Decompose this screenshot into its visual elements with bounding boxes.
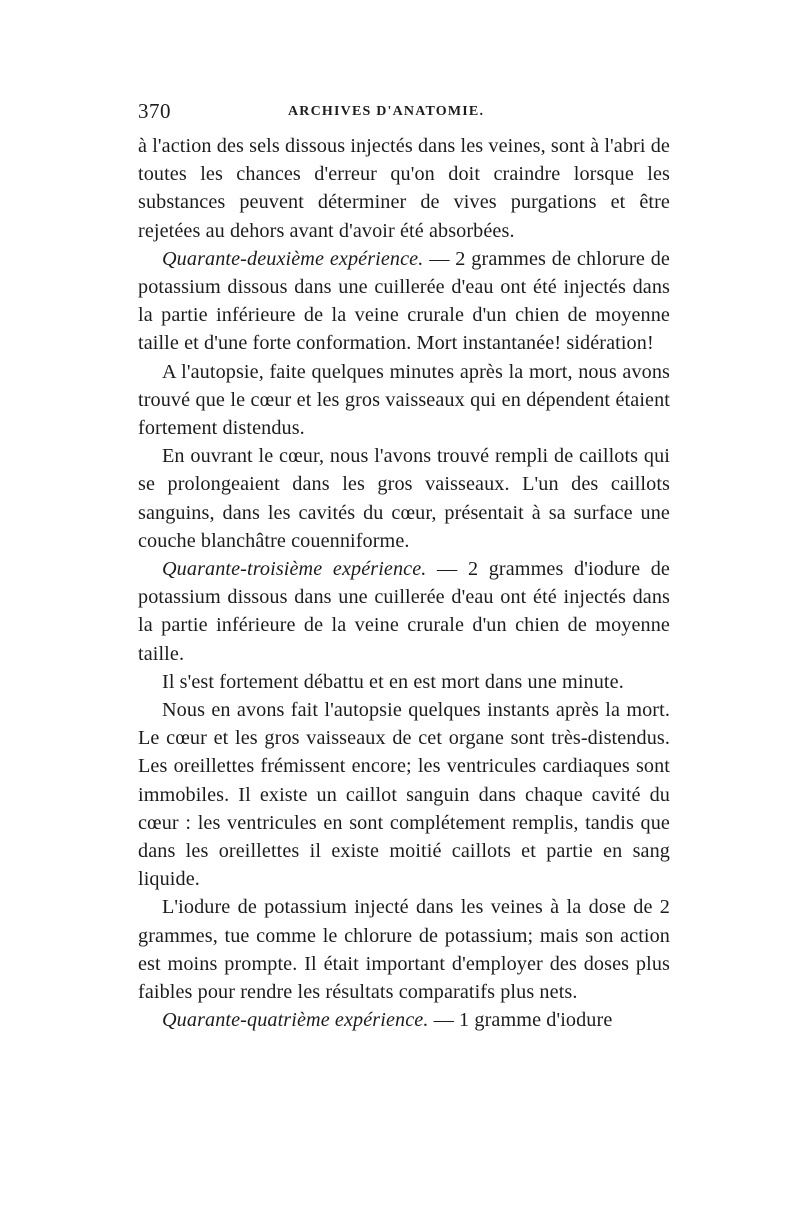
paragraph-text: Il s'est fortement débattu et en est mort dans une minute. bbox=[162, 670, 624, 693]
paragraph-text: à l'action des sels dissous injectés dans les veines, sont à l'abri de toutes les chances d'erreur qu'on doit craindre lorsque les substances peuvent déterminer de vives purgations et être rejetées au dehors avant d'avoir été absorbées. bbox=[138, 135, 670, 242]
paragraph bbox=[138, 132, 670, 245]
paragraph bbox=[138, 555, 670, 668]
book-page bbox=[138, 96, 670, 1035]
paragraph bbox=[138, 442, 670, 555]
page-number: 370 bbox=[138, 99, 171, 123]
paragraph-text: — 1 gramme d'iodure bbox=[428, 1009, 613, 1032]
paragraph-text: Nous en avons fait l'autopsie quelques instants après la mort. Le cœur et les gros vaisseaux de cet organe sont très-distendus. Les oreillettes frémissent encore; les ventricules cardiaques sont immobiles. Il existe un caillot sanguin dans chaque cavité du cœur : les ventricules en sont complétement remplis, tandis que dans les oreillettes il existe moitié caillots et partie en sang liquide. bbox=[138, 699, 670, 891]
paragraph bbox=[138, 358, 670, 443]
paragraph-text: A l'autopsie, faite quelques minutes après la mort, nous avons trouvé que le cœur et les gros vaisseaux qui en dépendent étaient fortement distendus. bbox=[138, 360, 670, 440]
running-title: ARCHIVES D'ANATOMIE. bbox=[288, 104, 485, 119]
running-head bbox=[138, 96, 670, 130]
experiment-heading: Quarante-quatrième expérience. bbox=[162, 1009, 429, 1032]
body-text bbox=[138, 132, 670, 1035]
paragraph bbox=[138, 1006, 670, 1034]
paragraph bbox=[138, 696, 670, 893]
paragraph bbox=[138, 668, 670, 696]
paragraph-text: — 2 grammes de chlorure de potassium dissous dans une cuillerée d'eau ont été injectés dans la partie inférieure de la veine crurale d'un chien de moyenne taille et d'une forte conformation. Mort instantanée! sidération! bbox=[138, 247, 670, 355]
paragraph bbox=[138, 245, 670, 358]
paragraph-text: — 2 grammes d'iodure de potassium dissous dans une cuillerée d'eau ont été injectés dans la partie inférieure de la veine crurale d'un chien de moyenne taille. bbox=[138, 558, 670, 665]
experiment-heading: Quarante-deuxième expérience. bbox=[162, 247, 424, 270]
paragraph-text: L'iodure de potassium injecté dans les veines à la dose de 2 grammes, tue comme le chlorure de potassium; mais son action est moins prompte. Il était important d'employer des doses plus faibles pour rendre les résultats comparatifs plus nets. bbox=[138, 896, 670, 1004]
paragraph-text: En ouvrant le cœur, nous l'avons trouvé rempli de caillots qui se prolongeaient dans les gros vaisseaux. L'un des caillots sanguins, dans les cavités du cœur, présentait à sa surface une couche blanchâtre couenniforme. bbox=[138, 445, 670, 552]
paragraph bbox=[138, 893, 670, 1006]
experiment-heading: Quarante-troisième expérience. bbox=[162, 558, 427, 581]
